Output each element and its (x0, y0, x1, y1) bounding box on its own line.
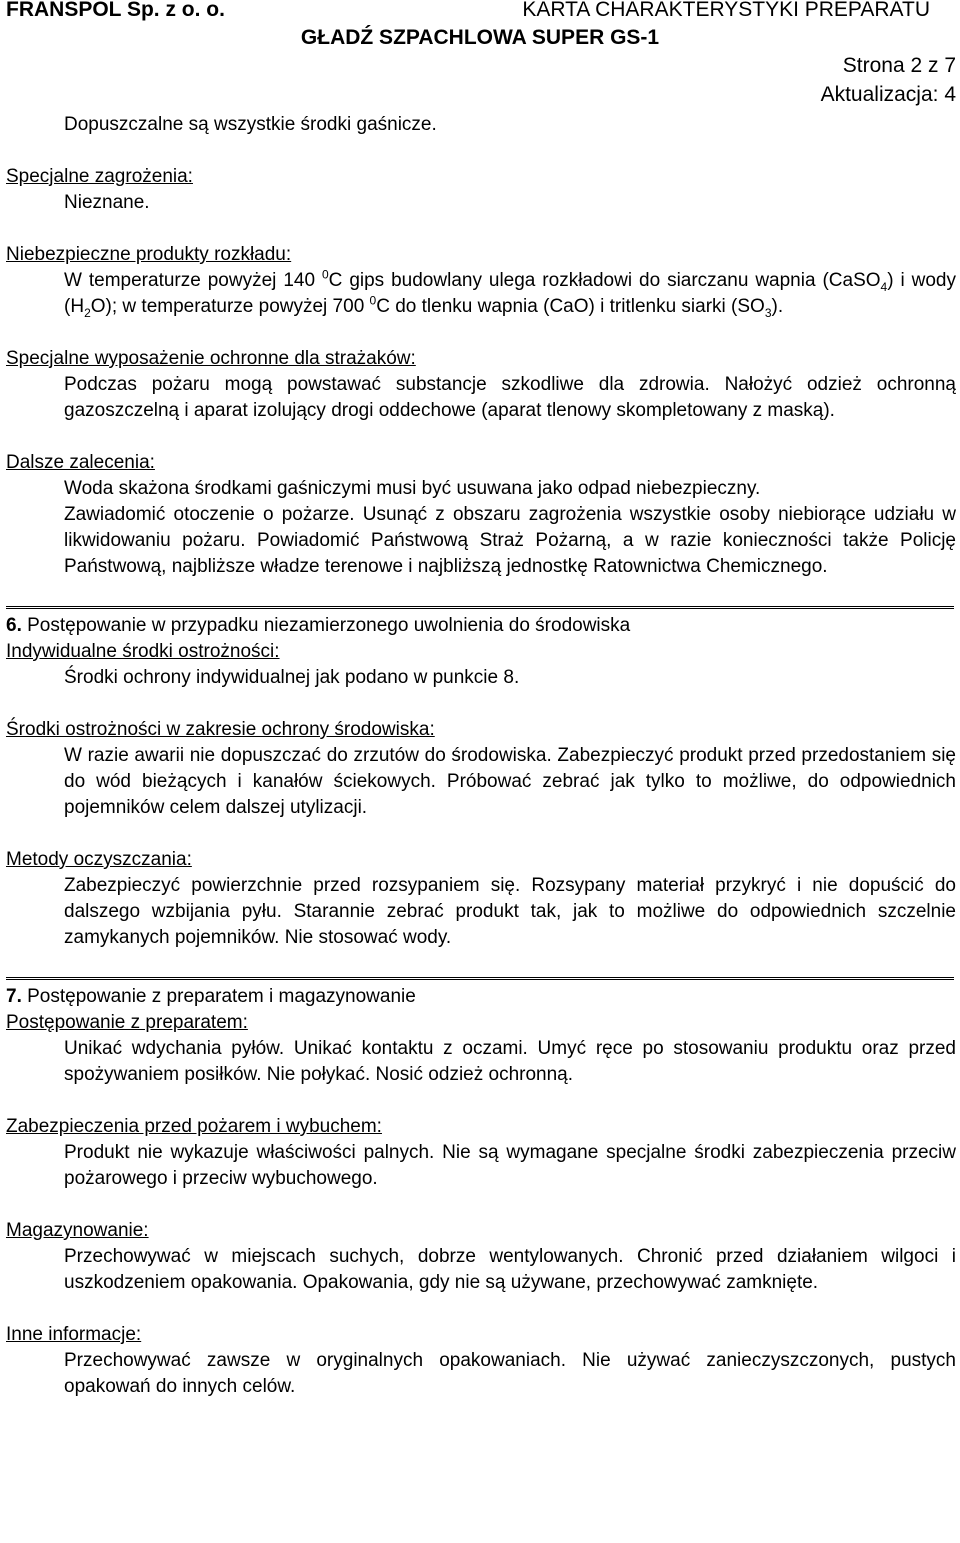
storage-block (6, 1218, 956, 1296)
further-advice-label: Dalsze zalecenia: (6, 452, 155, 473)
cleanup-methods-block (6, 847, 956, 951)
document-title: KARTA CHARAKTERYSTYKI PREPARATU (522, 0, 930, 21)
personal-precautions-text: Środki ochrony indywidualnej jak podano w punkcie 8. (64, 667, 520, 688)
firefighter-equipment-block (6, 346, 956, 424)
storage-text: Przechowywać w miejscach suchych, dobrze wentylowanych. Chronić przed działaniem wilgoci i uszkodzeniem opakowania. Opakowania, gdy nie są używane, przechowywać zamknięte. (64, 1246, 956, 1293)
fire-protection-text: Produkt nie wykazuje właściwości palnych. Nie są wymagane specjalne środki zabezpieczenia przeciw pożarowego i przeciw wybuchowego. (64, 1142, 956, 1189)
product-name: GŁADŹ SZPACHLOWA SUPER GS-1 (300, 26, 660, 49)
environmental-precautions-block (6, 717, 956, 821)
environmental-precautions-text: W razie awarii nie dopuszczać do zrzutów do środowiska. Zabezpieczyć produkt przed przedostaniem się do wód bieżących i kanałów ściekowych. Próbować zebrać jak tylko to możliwe, do odpowiednich pojemników celem dalszej utylizacji. (64, 745, 956, 818)
other-info-label: Inne informacje: (6, 1324, 142, 1345)
extinguishing-media-text: Dopuszczalne są wszystkie środki gaśnicze. (64, 114, 437, 135)
special-hazards-block (6, 164, 956, 216)
personal-precautions-label: Indywidualne środki ostrożności: (6, 641, 280, 662)
section-6-title: 6. Postępowanie w przypadku niezamierzonego uwolnienia do środowiska (6, 615, 631, 636)
section-divider (6, 606, 954, 609)
decomposition-label: Niebezpieczne produkty rozkładu: (6, 244, 292, 265)
further-advice-text-1: Woda skażona środkami gaśniczymi musi być usuwana jako odpad niebezpieczny. (64, 478, 761, 499)
document-body (6, 112, 956, 1426)
section-6 (6, 613, 956, 691)
handling-text: Unikać wdychania pyłów. Unikać kontaktu z oczami. Umyć ręce po stosowaniu produktu oraz przed spożywaniem posiłków. Nie połykać. Nosić odzież ochronną. (64, 1038, 956, 1085)
firefighter-equipment-label: Specjalne wyposażenie ochronne dla strażaków: (6, 348, 416, 369)
cleanup-methods-label: Metody oczyszczania: (6, 849, 192, 870)
page-number: Strona 2 z 7 (842, 54, 956, 77)
special-hazards-label: Specjalne zagrożenia: (6, 166, 193, 187)
firefighter-equipment-text: Podczas pożaru mogą powstawać substancje szkodliwe dla zdrowia. Nałożyć odzież ochronną gazoszczelną i aparat izolujący drogi oddechowe (aparat tlenowy skompletowany z maską). (64, 374, 956, 421)
section-divider (6, 977, 954, 980)
decomposition-block (6, 242, 956, 320)
section-7 (6, 984, 956, 1088)
further-advice-block (6, 450, 956, 580)
environmental-precautions-label: Środki ostrożności w zakresie ochrony środowiska: (6, 719, 435, 740)
handling-label: Postępowanie z preparatem: (6, 1012, 248, 1033)
special-hazards-text: Nieznane. (64, 192, 150, 213)
storage-label: Magazynowanie: (6, 1220, 149, 1241)
other-info-text: Przechowywać zawsze w oryginalnych opakowaniach. Nie używać zanieczyszczonych, pustych opakowań do innych celów. (64, 1350, 956, 1397)
fire-protection-block (6, 1114, 956, 1192)
update-number: Aktualizacja: 4 (820, 83, 956, 106)
further-advice-text-2: Zawiadomić otoczenie o pożarze. Usunąć z obszaru zagrożenia wszystkie osoby niebiorące udziału w likwidowaniu pożaru. Powiadomić Państwową Straż Pożarną, a w razie konieczności także Policję Państwową, najbliższe władze terenowe i najbliższą jednostkę Ratownictwa Chemicznego. (64, 504, 956, 577)
decomposition-text: W temperaturze powyżej 140 $^0$C gips budowlany ulega rozkładowi do siarczanu wapnia (CaSO$_4$) i wody $(H_2O)$; w temperaturze powyżej 700 $^0$C do tlenku wapnia (CaO) i tritlenku siarki $(SO_3)$. (64, 267, 956, 320)
other-info-block (6, 1322, 956, 1400)
company-name: FRANSPOL Sp. z o. o. (6, 0, 225, 21)
fire-protection-label: Zabezpieczenia przed pożarem i wybuchem: (6, 1116, 382, 1137)
cleanup-methods-text: Zabezpieczyć powierzchnie przed rozsypaniem się. Rozsypany materiał przykryć i nie dopuścić do dalszego wzbijania pyłu. Starannie zebrać produkt tak, jak to możliwe do odpowiednich szczelnie zamykanych pojemników. Nie stosować wody. (64, 875, 956, 948)
extinguishing-media-block (6, 112, 956, 138)
section-7-title: 7. Postępowanie z preparatem i magazynowanie (6, 986, 416, 1007)
